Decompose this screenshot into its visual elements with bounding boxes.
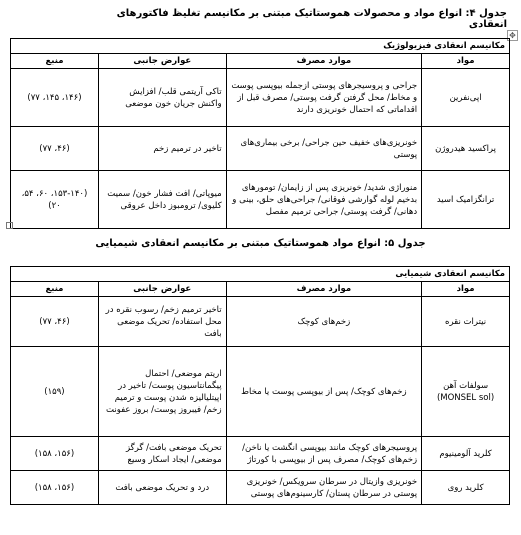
table-row bbox=[11, 347, 510, 437]
table4-header-material: مواد bbox=[422, 54, 510, 69]
material-cell: نیترات نقره bbox=[422, 297, 510, 347]
source-cell: (۴۶، ۷۷) bbox=[11, 127, 99, 171]
source-cell: (۱۵۹) bbox=[11, 347, 99, 437]
table-row bbox=[11, 127, 510, 171]
table5-header-source: منبع bbox=[11, 282, 99, 297]
source-cell: (۱۵۶، ۱۵۸) bbox=[11, 471, 99, 505]
table5-header-material: مواد bbox=[422, 282, 510, 297]
side-effects-cell: تاخیر ترمیم زخم/ رسوب نقره در محل استفاده/ تحریک موضعی بافت bbox=[98, 297, 226, 347]
material-cell: کلرید آلومینیوم bbox=[422, 437, 510, 471]
use-cell: جراحی و پروسیجرهای پوستی ازجمله بیوپسی پوست و مخاط/ محل گرفتن گرفت پوستی/ مصرف قبل از اقداماتی که احتمال خونریزی دارند bbox=[226, 69, 422, 127]
side-effects-cell: میوپاتی/ افت فشار خون/ سمیت کلیوی/ ترومبوز داخل عروقی bbox=[98, 171, 226, 229]
table-row bbox=[11, 437, 510, 471]
table-row bbox=[11, 69, 510, 127]
table5-caption: جدول ۵: انواع مواد هموستاتیک مبتنی بر مکانیسم انعقادی شیمیایی bbox=[95, 238, 426, 249]
table-move-handle-icon[interactable]: ✥ bbox=[507, 30, 518, 41]
table4 bbox=[10, 38, 510, 229]
use-cell: زخم‌های کوچک/ پس از بیوپسی پوست یا مخاط bbox=[226, 347, 422, 437]
side-effects-cell: درد و تحریک موضعی بافت bbox=[98, 471, 226, 505]
material-cell: پراکسید هیدروژن bbox=[422, 127, 510, 171]
use-cell: منوراژی شدید/ خونریزی پس از زایمان/ تومورهای بدخیم لوله گوارشی فوقانی/ جراحی‌های حلق، بینی و دهانی/ گرفت پوستی/ جراحی ترمیم مفصل bbox=[226, 171, 422, 229]
table4-header-row bbox=[11, 54, 510, 69]
table-row bbox=[11, 297, 510, 347]
source-cell: (۱۵۳-۱۴۰، ۶۰، ۵۴، ۲۰) bbox=[11, 171, 99, 229]
table4-header-side-effects: عوارض جانبی bbox=[98, 54, 226, 69]
table4-caption: جدول ۴: انواع مواد و محصولات هموستاتیک مبتنی بر مکانیسم تغلیظ فاکتورهای انعقادی bbox=[116, 8, 507, 30]
material-cell: سولفات آهن (MONSEL sol) bbox=[422, 347, 510, 437]
table4-header-use: موارد مصرف bbox=[226, 54, 422, 69]
source-cell: (۴۶، ۷۷) bbox=[11, 297, 99, 347]
table5-header-use: موارد مصرف bbox=[226, 282, 422, 297]
use-cell: خونریزی‌های خفیف حین جراحی/ برخی بیماری‌های پوستی bbox=[226, 127, 422, 171]
anchor-marker-icon bbox=[6, 222, 13, 229]
table5-group-row bbox=[11, 267, 510, 282]
table4-group-label: مکانیسم انعقادی فیزیولوژیک bbox=[11, 39, 510, 54]
table5-group-label: مکانیسم انعقادی شیمیایی bbox=[11, 267, 510, 282]
use-cell: پروسیجرهای کوچک مانند بیوپسی انگشت یا ناخن/ زخم‌های کوچک/ مصرف پس از بیوپسی با کورتاژ bbox=[226, 437, 422, 471]
side-effects-cell: اریتم موضعی/ احتمال پیگمانتاسیون پوست/ تاخیر در اپیتلیالیزه شدن پوست و ترمیم زخم/ فیبروز پوست/ بروز عفونت bbox=[98, 347, 226, 437]
use-cell: خونریزی وازیتال در سرطان سرویکس/ خونریزی پوستی در سرطان پستان/ کارسینوم‌های پوستی bbox=[226, 471, 422, 505]
source-cell: (۱۵۶، ۱۵۸) bbox=[11, 437, 99, 471]
table-row bbox=[11, 171, 510, 229]
table5-header-row bbox=[11, 282, 510, 297]
table5-header-side-effects: عوارض جانبی bbox=[98, 282, 226, 297]
table-row bbox=[11, 471, 510, 505]
side-effects-cell: تحریک موضعی بافت/ گرگز موضعی/ ایجاد اسکار وسیع bbox=[98, 437, 226, 471]
material-cell: ترانگزامیک اسید bbox=[422, 171, 510, 229]
side-effects-cell: تاخیر در ترمیم زخم bbox=[98, 127, 226, 171]
side-effects-cell: تاکی آریتمی قلب/ افزایش واکنش جریان خون موضعی bbox=[98, 69, 226, 127]
source-cell: (۱۴۶، ۱۴۵، ۷۷) bbox=[11, 69, 99, 127]
use-cell: زخم‌های کوچک bbox=[226, 297, 422, 347]
material-cell: اپی‌نفرین bbox=[422, 69, 510, 127]
table5 bbox=[10, 266, 510, 505]
material-cell: کلرید روی bbox=[422, 471, 510, 505]
table4-group-row bbox=[11, 39, 510, 54]
table4-header-source: منبع bbox=[11, 54, 99, 69]
